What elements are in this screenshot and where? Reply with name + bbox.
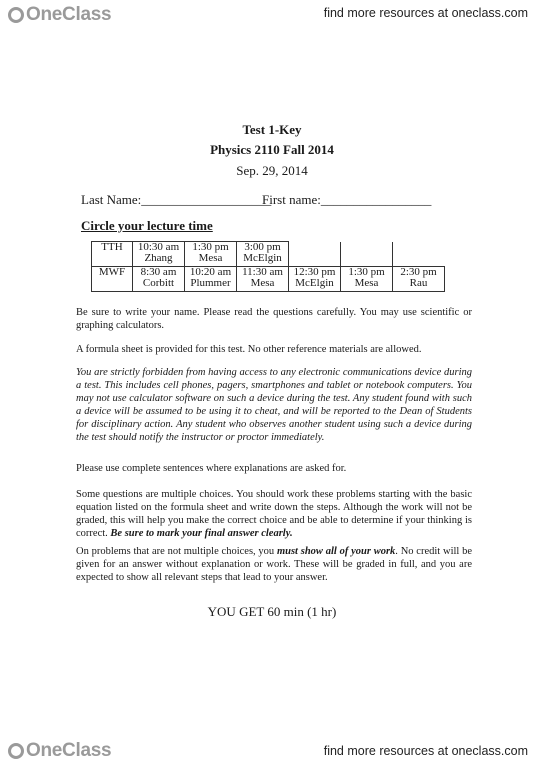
lecture-slot-cell (133, 267, 185, 292)
logo-text: OneClass (26, 4, 112, 25)
table-row (92, 267, 445, 292)
slot-instructor: McElgin (295, 277, 334, 289)
time-limit: YOU GET 60 min (1 hr) (207, 604, 337, 619)
header-tagline-link[interactable]: find more resources at oneclass.com (323, 6, 528, 20)
day-cell: TTH (92, 242, 133, 267)
course-title: Physics 2110 Fall 2014 (210, 142, 334, 157)
instructions-show-work (76, 545, 472, 584)
lecture-slot-cell (237, 267, 289, 292)
instructions-formula-sheet: A formula sheet is provided for this test. No other reference materials are allowed. (76, 344, 422, 355)
slot-time: 10:20 am (189, 266, 232, 278)
instructions-electronic-devices: You are strictly forbidden from having access to any electronic communications device during a test. This includes cell phones, pagers, smartphones and tablet or notebook computers. You may not use calculator software on such a device during the test. Any student found with such a device will be assumed to be using it to cheat, and will be reported to the Dean of Students for disciplinary action. Any student who observes another student using such a device during the test should notify the instructor or proctor immediately. (76, 367, 472, 443)
slot-time: 11:30 am (242, 266, 283, 278)
slot-instructor: Mesa (250, 277, 275, 289)
instructions-multiple-choice (76, 488, 472, 540)
slot-instructor: Zhang (144, 252, 173, 264)
slot-time: 10:30 am (137, 241, 180, 253)
slot-time: 12:30 pm (293, 266, 336, 278)
oneclass-logo[interactable] (8, 4, 111, 26)
test-date: Sep. 29, 2014 (236, 163, 308, 178)
lecture-slot-cell (341, 267, 393, 292)
slot-time: 8:30 am (140, 266, 177, 278)
lecture-slot-cell (185, 242, 237, 267)
lecture-slot-cell (289, 267, 341, 292)
show-work-emphasis: must show all of your work (276, 546, 396, 557)
slot-instructor: Corbitt (142, 277, 175, 289)
mark-answer-emphasis: Be sure to mark your final answer clearly. (110, 528, 293, 539)
empty-cell (341, 242, 393, 267)
slot-instructor: McElgin (243, 252, 282, 264)
slot-time: 1:30 pm (348, 266, 385, 278)
slot-instructor: Mesa (198, 252, 223, 264)
logo-ring-icon (8, 7, 24, 23)
slot-time: 2:30 pm (400, 266, 437, 278)
lecture-slot-cell (393, 267, 445, 292)
lecture-time-table (91, 241, 445, 292)
lecture-slot-cell (185, 267, 237, 292)
lecture-heading: Circle your lecture time (81, 218, 213, 233)
instructions-name-calculators: Be sure to write your name. Please read the questions carefully. You may use scientific or graphing calculators. (76, 307, 472, 331)
footer-tagline-link[interactable]: find more resources at oneclass.com (323, 744, 528, 758)
test-title: Test 1-Key (242, 122, 302, 137)
logo-text: OneClass (26, 740, 112, 761)
slot-instructor: Mesa (354, 277, 379, 289)
top-banner (0, 0, 544, 28)
slot-time: 1:30 pm (192, 241, 229, 253)
first-name-field: First name:_________________ (262, 192, 432, 207)
table-row (92, 242, 445, 267)
day-cell: MWF (92, 267, 133, 292)
show-work-text-start: On problems that are not multiple choices, you (76, 546, 275, 557)
empty-cell (289, 242, 341, 267)
empty-cell (393, 242, 445, 267)
show-work-text-end: . No credit will be given for an answer without explanation or work. These will be graded in full, and you are expected to show all relevant steps that lead to your answer. (76, 546, 473, 583)
lecture-slot-cell (133, 242, 185, 267)
multiple-choice-text: Some questions are multiple choices. You should work these problems starting with the basic equation listed on the formula sheet and write down the steps. Although the work will not be graded, this will help you make the correct choice and be able to determine if your thinking is correct. (76, 489, 472, 539)
oneclass-logo-footer[interactable] (8, 740, 111, 762)
lecture-slot-cell (237, 242, 289, 267)
last-name-field: Last Name:____________________ (81, 192, 272, 207)
slot-instructor: Plummer (190, 277, 231, 289)
slot-time: 3:00 pm (244, 241, 281, 253)
instructions-complete-sentences: Please use complete sentences where explanations are asked for. (76, 463, 347, 474)
logo-ring-icon (8, 743, 24, 759)
slot-instructor: Rau (409, 277, 428, 289)
